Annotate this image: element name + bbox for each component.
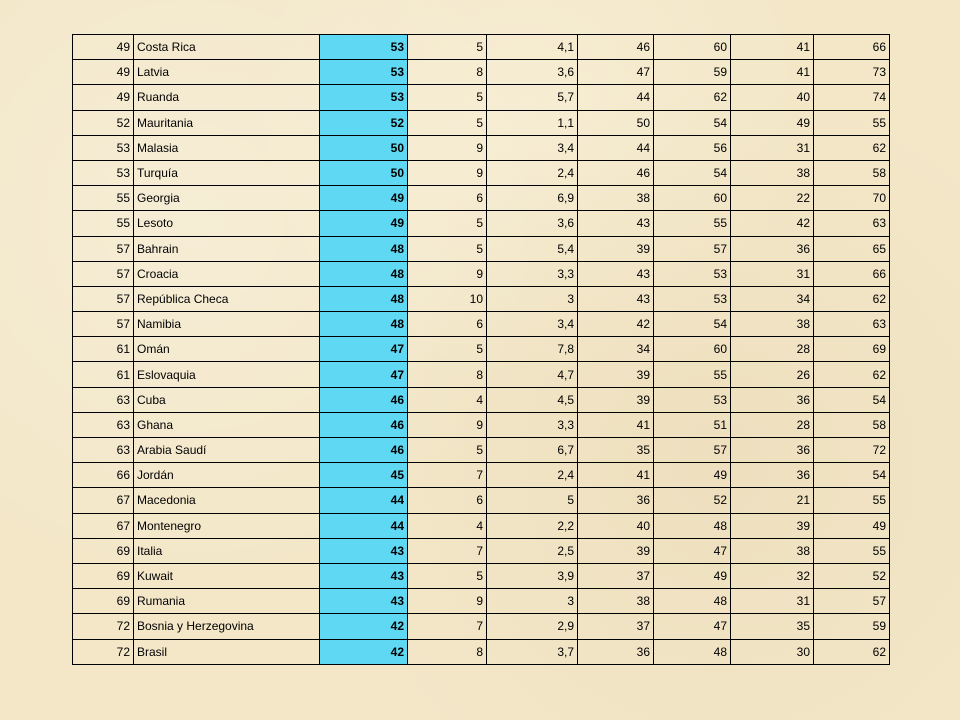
value-cell: 60: [654, 186, 731, 211]
rank-cell: 69: [73, 563, 134, 588]
country-cell: Macedonia: [134, 488, 320, 513]
value-cell: 34: [731, 286, 814, 311]
table-row: [73, 312, 890, 337]
table-row: [73, 286, 890, 311]
country-cell: Italia: [134, 538, 320, 563]
value-cell: 36: [731, 387, 814, 412]
value-cell: 7: [408, 463, 487, 488]
value-cell: 3,3: [487, 261, 578, 286]
rank-cell: 67: [73, 513, 134, 538]
country-cell: República Checa: [134, 286, 320, 311]
value-cell: 49: [731, 110, 814, 135]
value-cell: 7: [408, 614, 487, 639]
value-cell: 72: [814, 438, 890, 463]
value-cell: 4,1: [487, 35, 578, 60]
value-cell: 3,3: [487, 412, 578, 437]
value-cell: 30: [731, 639, 814, 664]
rank-cell: 55: [73, 186, 134, 211]
value-cell: 9: [408, 160, 487, 185]
value-cell: 3: [487, 589, 578, 614]
rank-cell: 57: [73, 312, 134, 337]
value-cell: 53: [654, 387, 731, 412]
value-cell: 47: [654, 614, 731, 639]
value-cell: 65: [814, 236, 890, 261]
table-row: [73, 488, 890, 513]
value-cell: 48: [654, 589, 731, 614]
country-cell: Eslovaquia: [134, 362, 320, 387]
value-cell: 44: [578, 135, 654, 160]
table-row: [73, 362, 890, 387]
value-cell: 54: [814, 463, 890, 488]
value-cell: 46: [578, 35, 654, 60]
country-cell: Mauritania: [134, 110, 320, 135]
score-cell: 48: [320, 286, 408, 311]
value-cell: 1,1: [487, 110, 578, 135]
score-cell: 46: [320, 387, 408, 412]
value-cell: 43: [578, 286, 654, 311]
score-cell: 47: [320, 337, 408, 362]
country-cell: Ruanda: [134, 85, 320, 110]
value-cell: 41: [731, 35, 814, 60]
value-cell: 55: [814, 488, 890, 513]
value-cell: 74: [814, 85, 890, 110]
score-cell: 43: [320, 589, 408, 614]
country-cell: Omán: [134, 337, 320, 362]
score-cell: 53: [320, 35, 408, 60]
country-cell: Ghana: [134, 412, 320, 437]
value-cell: 5: [487, 488, 578, 513]
value-cell: 38: [578, 589, 654, 614]
country-cell: Lesoto: [134, 211, 320, 236]
score-cell: 52: [320, 110, 408, 135]
value-cell: 36: [578, 488, 654, 513]
value-cell: 51: [654, 412, 731, 437]
value-cell: 48: [654, 513, 731, 538]
score-cell: 53: [320, 85, 408, 110]
value-cell: 57: [654, 438, 731, 463]
rank-cell: 67: [73, 488, 134, 513]
score-cell: 46: [320, 438, 408, 463]
value-cell: 2,9: [487, 614, 578, 639]
country-cell: Bahrain: [134, 236, 320, 261]
value-cell: 35: [578, 438, 654, 463]
value-cell: 5: [408, 438, 487, 463]
value-cell: 36: [731, 236, 814, 261]
value-cell: 38: [731, 312, 814, 337]
score-cell: 50: [320, 160, 408, 185]
rank-cell: 53: [73, 160, 134, 185]
value-cell: 5: [408, 85, 487, 110]
ranking-table: [72, 34, 890, 665]
value-cell: 5: [408, 110, 487, 135]
table-row: [73, 236, 890, 261]
value-cell: 40: [731, 85, 814, 110]
value-cell: 32: [731, 563, 814, 588]
table-row: [73, 135, 890, 160]
value-cell: 66: [814, 35, 890, 60]
value-cell: 49: [654, 563, 731, 588]
value-cell: 38: [578, 186, 654, 211]
value-cell: 10: [408, 286, 487, 311]
country-cell: Costa Rica: [134, 35, 320, 60]
value-cell: 3,9: [487, 563, 578, 588]
value-cell: 69: [814, 337, 890, 362]
table-row: [73, 463, 890, 488]
score-cell: 44: [320, 513, 408, 538]
table-row: [73, 35, 890, 60]
value-cell: 57: [814, 589, 890, 614]
rank-cell: 57: [73, 261, 134, 286]
score-cell: 48: [320, 236, 408, 261]
table-row: [73, 614, 890, 639]
value-cell: 62: [654, 85, 731, 110]
value-cell: 2,2: [487, 513, 578, 538]
country-cell: Rumania: [134, 589, 320, 614]
value-cell: 9: [408, 261, 487, 286]
value-cell: 56: [654, 135, 731, 160]
table-row: [73, 589, 890, 614]
value-cell: 58: [814, 412, 890, 437]
country-cell: Kuwait: [134, 563, 320, 588]
value-cell: 3,4: [487, 312, 578, 337]
table-row: [73, 211, 890, 236]
country-cell: Bosnia y Herzegovina: [134, 614, 320, 639]
value-cell: 31: [731, 135, 814, 160]
value-cell: 6,7: [487, 438, 578, 463]
value-cell: 54: [654, 312, 731, 337]
table-row: [73, 337, 890, 362]
table-row: [73, 639, 890, 664]
value-cell: 35: [731, 614, 814, 639]
table-row: [73, 60, 890, 85]
score-cell: 45: [320, 463, 408, 488]
value-cell: 62: [814, 639, 890, 664]
value-cell: 3,6: [487, 211, 578, 236]
country-cell: Malasia: [134, 135, 320, 160]
country-cell: Turquía: [134, 160, 320, 185]
rank-cell: 63: [73, 387, 134, 412]
value-cell: 60: [654, 35, 731, 60]
value-cell: 73: [814, 60, 890, 85]
country-cell: Montenegro: [134, 513, 320, 538]
table-row: [73, 563, 890, 588]
value-cell: 22: [731, 186, 814, 211]
country-cell: Arabia Saudí: [134, 438, 320, 463]
value-cell: 54: [654, 110, 731, 135]
value-cell: 28: [731, 337, 814, 362]
score-cell: 48: [320, 261, 408, 286]
value-cell: 40: [578, 513, 654, 538]
value-cell: 34: [578, 337, 654, 362]
score-cell: 53: [320, 60, 408, 85]
rank-cell: 61: [73, 337, 134, 362]
value-cell: 39: [578, 387, 654, 412]
value-cell: 36: [731, 438, 814, 463]
country-cell: Namibia: [134, 312, 320, 337]
value-cell: 42: [731, 211, 814, 236]
rank-cell: 57: [73, 236, 134, 261]
value-cell: 59: [814, 614, 890, 639]
score-cell: 44: [320, 488, 408, 513]
table-body: [73, 35, 890, 665]
value-cell: 7,8: [487, 337, 578, 362]
value-cell: 57: [654, 236, 731, 261]
table-row: [73, 261, 890, 286]
value-cell: 39: [731, 513, 814, 538]
value-cell: 5,4: [487, 236, 578, 261]
score-cell: 49: [320, 186, 408, 211]
value-cell: 49: [654, 463, 731, 488]
value-cell: 59: [654, 60, 731, 85]
country-cell: Croacia: [134, 261, 320, 286]
table-row: [73, 186, 890, 211]
country-cell: Cuba: [134, 387, 320, 412]
value-cell: 50: [578, 110, 654, 135]
value-cell: 4: [408, 387, 487, 412]
value-cell: 9: [408, 135, 487, 160]
rank-cell: 55: [73, 211, 134, 236]
value-cell: 5: [408, 337, 487, 362]
score-cell: 42: [320, 614, 408, 639]
value-cell: 8: [408, 362, 487, 387]
value-cell: 62: [814, 135, 890, 160]
value-cell: 4,5: [487, 387, 578, 412]
value-cell: 5: [408, 563, 487, 588]
value-cell: 44: [578, 85, 654, 110]
table-row: [73, 538, 890, 563]
value-cell: 38: [731, 160, 814, 185]
value-cell: 38: [731, 538, 814, 563]
value-cell: 3,4: [487, 135, 578, 160]
country-cell: Latvia: [134, 60, 320, 85]
value-cell: 41: [578, 412, 654, 437]
rank-cell: 61: [73, 362, 134, 387]
value-cell: 49: [814, 513, 890, 538]
value-cell: 2,4: [487, 463, 578, 488]
value-cell: 55: [814, 538, 890, 563]
table-row: [73, 438, 890, 463]
value-cell: 2,5: [487, 538, 578, 563]
score-cell: 43: [320, 538, 408, 563]
table-row: [73, 160, 890, 185]
value-cell: 53: [654, 286, 731, 311]
table-row: [73, 412, 890, 437]
value-cell: 47: [578, 60, 654, 85]
score-cell: 48: [320, 312, 408, 337]
value-cell: 70: [814, 186, 890, 211]
value-cell: 39: [578, 538, 654, 563]
value-cell: 36: [578, 639, 654, 664]
value-cell: 52: [654, 488, 731, 513]
rank-cell: 63: [73, 438, 134, 463]
rank-cell: 69: [73, 589, 134, 614]
value-cell: 41: [731, 60, 814, 85]
value-cell: 3,6: [487, 60, 578, 85]
value-cell: 9: [408, 412, 487, 437]
rank-cell: 72: [73, 614, 134, 639]
score-cell: 43: [320, 563, 408, 588]
rank-cell: 49: [73, 35, 134, 60]
value-cell: 8: [408, 60, 487, 85]
value-cell: 31: [731, 589, 814, 614]
value-cell: 52: [814, 563, 890, 588]
value-cell: 6,9: [487, 186, 578, 211]
value-cell: 3,7: [487, 639, 578, 664]
value-cell: 26: [731, 362, 814, 387]
value-cell: 5: [408, 35, 487, 60]
value-cell: 4: [408, 513, 487, 538]
value-cell: 6: [408, 312, 487, 337]
score-cell: 42: [320, 639, 408, 664]
value-cell: 48: [654, 639, 731, 664]
value-cell: 36: [731, 463, 814, 488]
value-cell: 3: [487, 286, 578, 311]
value-cell: 2,4: [487, 160, 578, 185]
rank-cell: 53: [73, 135, 134, 160]
value-cell: 62: [814, 362, 890, 387]
value-cell: 6: [408, 488, 487, 513]
table-row: [73, 85, 890, 110]
rank-cell: 52: [73, 110, 134, 135]
rank-cell: 69: [73, 538, 134, 563]
value-cell: 31: [731, 261, 814, 286]
value-cell: 54: [814, 387, 890, 412]
score-cell: 46: [320, 412, 408, 437]
value-cell: 47: [654, 538, 731, 563]
value-cell: 37: [578, 563, 654, 588]
value-cell: 60: [654, 337, 731, 362]
table-row: [73, 387, 890, 412]
score-cell: 50: [320, 135, 408, 160]
country-cell: Jordán: [134, 463, 320, 488]
table-row: [73, 513, 890, 538]
table-row: [73, 110, 890, 135]
value-cell: 58: [814, 160, 890, 185]
rank-cell: 49: [73, 60, 134, 85]
rank-cell: 49: [73, 85, 134, 110]
country-cell: Georgia: [134, 186, 320, 211]
value-cell: 62: [814, 286, 890, 311]
value-cell: 21: [731, 488, 814, 513]
rank-cell: 57: [73, 286, 134, 311]
value-cell: 7: [408, 538, 487, 563]
value-cell: 5,7: [487, 85, 578, 110]
value-cell: 5: [408, 236, 487, 261]
value-cell: 43: [578, 211, 654, 236]
value-cell: 63: [814, 312, 890, 337]
country-cell: Brasil: [134, 639, 320, 664]
value-cell: 5: [408, 211, 487, 236]
value-cell: 53: [654, 261, 731, 286]
value-cell: 55: [814, 110, 890, 135]
value-cell: 66: [814, 261, 890, 286]
value-cell: 43: [578, 261, 654, 286]
value-cell: 63: [814, 211, 890, 236]
rank-cell: 72: [73, 639, 134, 664]
value-cell: 4,7: [487, 362, 578, 387]
value-cell: 39: [578, 362, 654, 387]
value-cell: 9: [408, 589, 487, 614]
value-cell: 8: [408, 639, 487, 664]
value-cell: 39: [578, 236, 654, 261]
rank-cell: 66: [73, 463, 134, 488]
value-cell: 54: [654, 160, 731, 185]
value-cell: 55: [654, 362, 731, 387]
score-cell: 47: [320, 362, 408, 387]
value-cell: 42: [578, 312, 654, 337]
value-cell: 37: [578, 614, 654, 639]
value-cell: 28: [731, 412, 814, 437]
value-cell: 46: [578, 160, 654, 185]
value-cell: 6: [408, 186, 487, 211]
rank-cell: 63: [73, 412, 134, 437]
score-cell: 49: [320, 211, 408, 236]
value-cell: 55: [654, 211, 731, 236]
value-cell: 41: [578, 463, 654, 488]
